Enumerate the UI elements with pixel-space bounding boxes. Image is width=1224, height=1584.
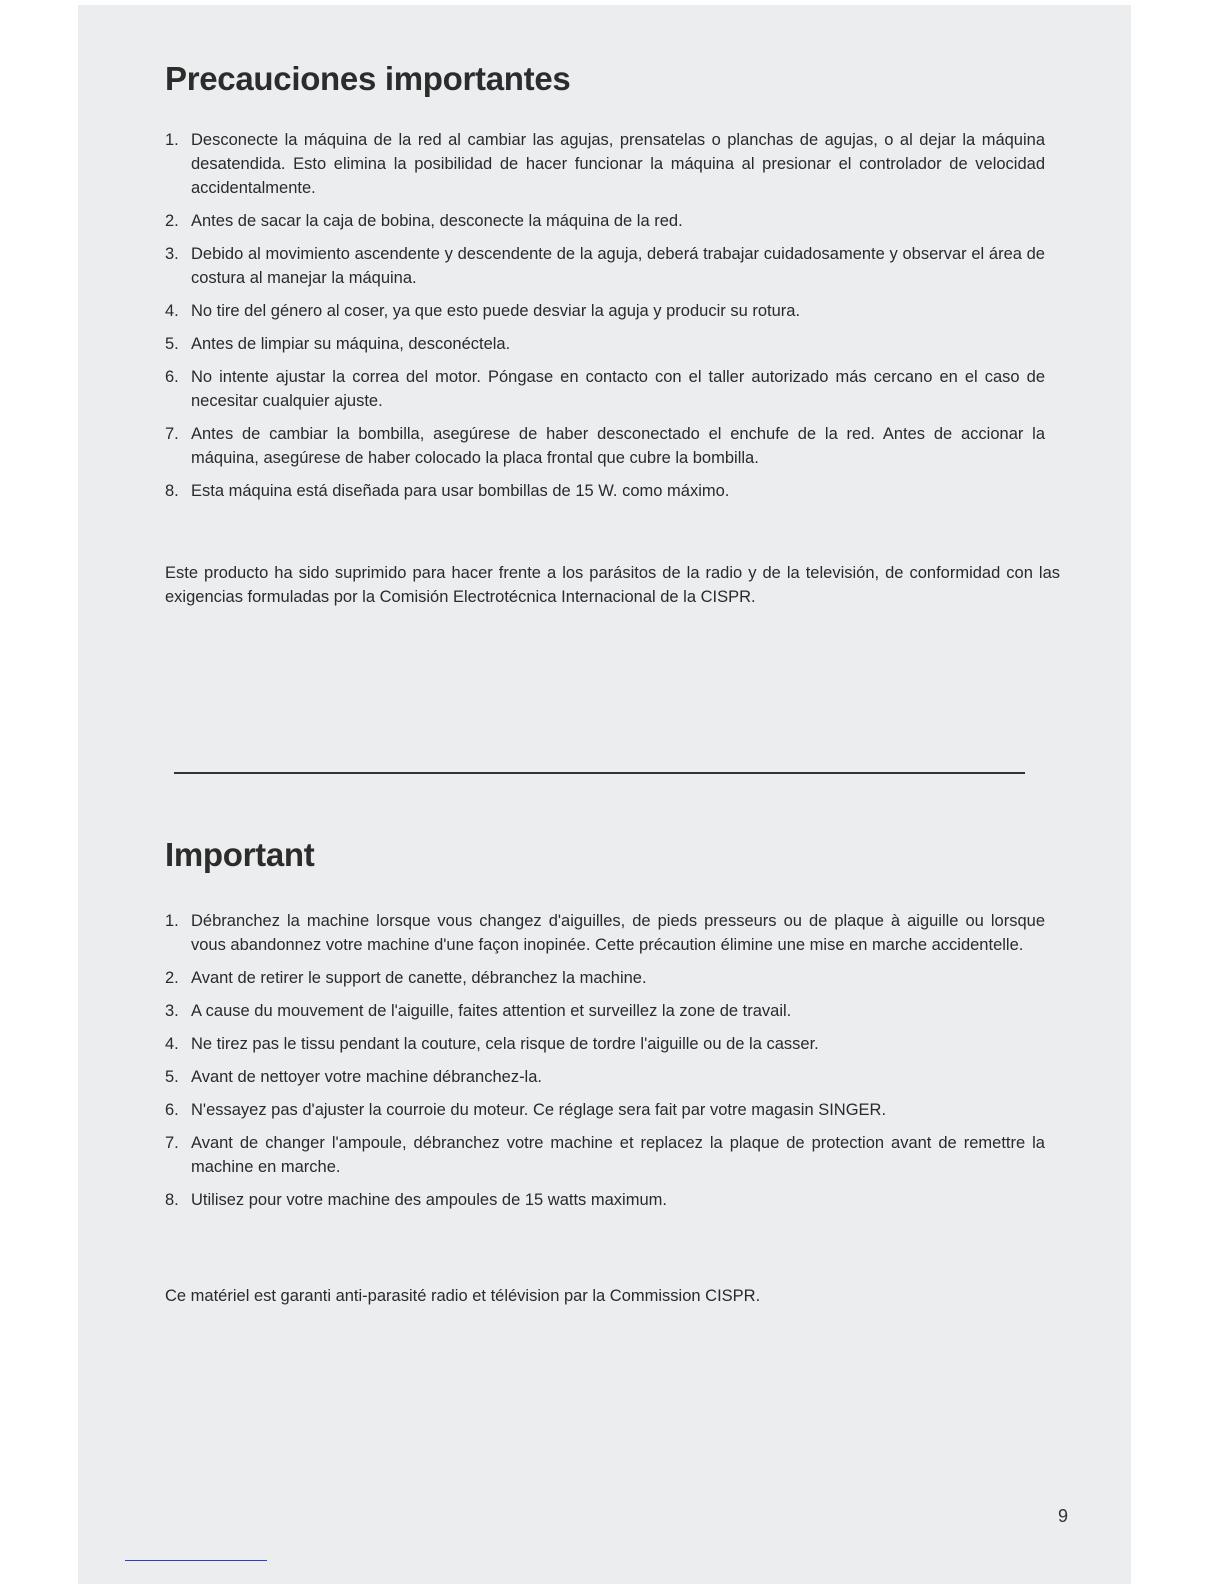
page-number: 9	[1058, 1506, 1069, 1526]
link-underline	[125, 1560, 267, 1561]
item-number: 8.	[165, 482, 179, 500]
list-item	[165, 1032, 1045, 1056]
item-text: A cause du mouvement de l'aiguille, faites attention et surveillez la zone de travail.	[191, 1002, 792, 1020]
item-text: Esta máquina está diseñada para usar bombillas de 15 W. como máximo.	[191, 482, 730, 500]
item-text: Utilisez pour votre machine des ampoules de 15 watts maximum.	[191, 1191, 667, 1209]
french-section-title: Important	[165, 836, 315, 873]
item-number: 3.	[165, 245, 179, 263]
item-number: 7.	[165, 1134, 179, 1152]
item-text: Antes de sacar la caja de bobina, desconecte la máquina de la red.	[191, 212, 683, 230]
item-number: 4.	[165, 302, 179, 320]
spanish-precautions-list	[165, 128, 1045, 512]
list-item	[165, 128, 1045, 200]
list-item	[165, 299, 1045, 323]
item-text: Debido al movimiento ascendente y descendente de la aguja, deberá trabajar cuidadosamente y observar el área de costura al manejar la máquina.	[191, 245, 1045, 287]
item-text: Desconecte la máquina de la red al cambiar las agujas, prensatelas o planchas de agujas, o al dejar la máquina desatendida. Esto elimina la posibilidad de hacer funcionar la máquina al presionar el controlador de velocidad accidentalmente.	[191, 131, 1045, 197]
item-text: No intente ajustar la correa del motor. Póngase en contacto con el taller autorizado más cercano en el caso de necesitar cualquier ajuste.	[191, 368, 1045, 410]
french-precautions-list	[165, 909, 1045, 1221]
list-item	[165, 365, 1045, 413]
item-text: Débranchez la machine lorsque vous changez d'aiguilles, de pieds presseurs ou de plaque à aiguille ou lorsque vous abandonnez votre machine d'une façon inopinée. Cette précaution élimine une mise en marche accidentelle.	[191, 912, 1045, 954]
list-item	[165, 242, 1045, 290]
item-text: Avant de retirer le support de canette, débranchez la machine.	[191, 969, 647, 987]
item-number: 1.	[165, 912, 179, 930]
item-number: 2.	[165, 969, 179, 987]
item-number: 6.	[165, 368, 179, 386]
list-item	[165, 999, 1045, 1023]
item-number: 5.	[165, 335, 179, 353]
item-number: 3.	[165, 1002, 179, 1020]
list-item	[165, 1188, 1045, 1212]
list-item	[165, 1131, 1045, 1179]
item-number: 1.	[165, 131, 179, 149]
item-text: Avant de nettoyer votre machine débranchez-la.	[191, 1068, 542, 1086]
list-item	[165, 209, 1045, 233]
item-text: Antes de cambiar la bombilla, asegúrese de haber desconectado el enchufe de la red. Antes de accionar la máquina, asegúrese de haber colocado la placa frontal que cubre la bombilla.	[191, 425, 1045, 467]
item-number: 2.	[165, 212, 179, 230]
list-item	[165, 332, 1045, 356]
spanish-section-title: Precauciones importantes	[165, 60, 571, 97]
item-text: N'essayez pas d'ajuster la courroie du moteur. Ce réglage sera fait par votre magasin SINGER.	[191, 1101, 887, 1119]
section-divider	[174, 772, 1025, 774]
item-text: Avant de changer l'ampoule, débranchez votre machine et replacez la plaque de protection avant de remettre la machine en marche.	[191, 1134, 1045, 1176]
list-item	[165, 909, 1045, 957]
item-number: 4.	[165, 1035, 179, 1053]
item-number: 5.	[165, 1068, 179, 1086]
item-text: Antes de limpiar su máquina, desconéctela.	[191, 335, 511, 353]
item-text: Ne tirez pas le tissu pendant la couture, cela risque de tordre l'aiguille ou de la casser.	[191, 1035, 819, 1053]
list-item	[165, 479, 1045, 503]
french-interference-note: Ce matériel est garanti anti-parasité radio et télévision par la Commission CISPR.	[165, 1287, 761, 1305]
list-item	[165, 422, 1045, 470]
spanish-interference-note: Este producto ha sido suprimido para hacer frente a los parásitos de la radio y de la televisión, de conformidad con las exigencias formuladas por la Comisión Electrotécnica Internacional de la CISPR.	[165, 564, 1060, 606]
item-number: 6.	[165, 1101, 179, 1119]
list-item	[165, 966, 1045, 990]
item-number: 7.	[165, 425, 179, 443]
item-number: 8.	[165, 1191, 179, 1209]
list-item	[165, 1098, 1045, 1122]
list-item	[165, 1065, 1045, 1089]
item-text: No tire del género al coser, ya que esto puede desviar la aguja y producir su rotura.	[191, 302, 801, 320]
